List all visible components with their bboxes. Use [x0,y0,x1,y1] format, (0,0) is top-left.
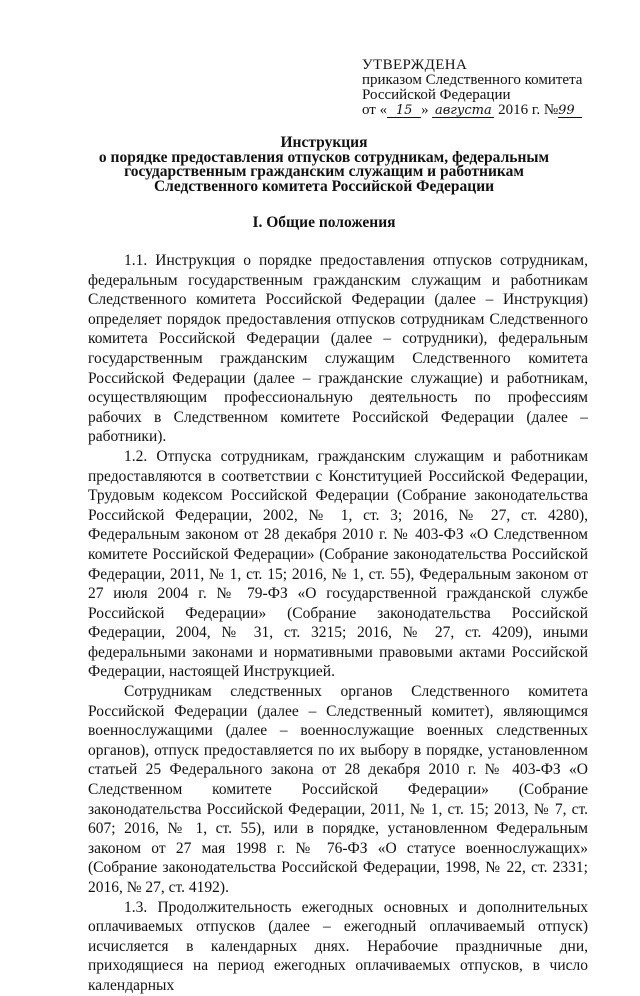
paragraph-military: Сотрудникам следственных органов Следственного комитета Российской Федерации (далее – Следственный комитет), являющимся военнослужащими (далее – военнослужащие военных следственных органов), отпуск предоставляется по их выбору в порядке, установленном статьей 25 Федерального закона от 28 декабря 2010 г. № 403-ФЗ «О Следственном комитете Российской Федерации» (Собрание законодательства Российской Федерации, 2011, № 1, ст. 15; 2013, № 7, ст. 607; 2016, № 1, ст. 55), или в порядке, установленном Федеральным законом от 27 мая 1998 г. № 76-ФЗ «О статусе военнослужащих» (Собрание законодательства Российской Федерации, 1998, № 22, ст. 2331; 2016, № 27, ст. 4192). [88,683,588,896]
title-line: государственным гражданским служащим и работникам [124,163,524,180]
handwritten-month: августа [432,104,494,118]
date-prefix: от « [362,102,388,118]
paragraph-1-1: 1.1. Инструкция о порядке предоставления отпусков сотрудникам, федеральным государственным гражданским служащим и работникам Следственного комитета Российской Федерации (далее – Инструкция) определяет порядок предоставления отпусков сотрудникам Следственного комитета Российской Федерации (далее – сотрудники), федеральным государственным гражданским служащим Следственного комитета Российской Федерации (далее – гражданские служащие) и работникам, осуществляющим профессиональную деятельность по профессиям рабочих в Следственном комитете Российской Федерации (далее – работники). [88,252,588,446]
approval-order-line: приказом Следственного комитета [362,72,583,88]
document-body [88,251,588,996]
title-line: Следственного комитета Российской Федерации [153,177,495,195]
document-title [60,136,588,194]
approval-stamp-title: УТВЕРЖДЕНА [362,57,468,73]
approval-org-line: Российской Федерации [362,87,511,103]
title-line: о порядке предоставления отпусков сотрудникам, федеральным [98,148,550,166]
approval-stamp [362,58,612,118]
handwritten-order-number: 99 [558,104,582,118]
paragraph-1-2: 1.2. Отпуска сотрудникам, гражданским служащим и работникам предоставляются в соответствии с Конституцией Российской Федерации, Трудовым кодексом Российской Федерации (Собрание законодательства Российской Федерации, 2002, № 1, ст. 3; 2016, № 27, ст. 4280), Федеральным законом от 28 декабря 2010 г. № 403-ФЗ «О Следственном комитете Российской Федерации» (Собрание законодательства Российской Федерации, 2011, № 1, ст. 15; 2016, № 1, ст. 55), Федеральным законом от 27 июля 2004 г. № 79-ФЗ «О государственной гражданской службе Российской Федерации» (Собрание законодательства Российской Федерации, 2004, № 31, ст. 3215; 2016, № 27, ст. 4209), иными федеральными законами и нормативными правовыми актами Российской Федерации, настоящей Инструкцией. [88,447,588,681]
section-heading: I. Общие положения [252,214,396,231]
handwritten-day: 15 [387,104,421,118]
title-line: Инструкция [280,134,368,151]
date-quote-close: » [421,102,429,118]
approval-date-line [362,103,612,118]
paragraph-1-3: 1.3. Продолжительность ежегодных основных и дополнительных оплачиваемых отпусков (далее – ежегодный оплачиваемый отпуск) исчисляется в календарных днях. Нерабочие праздничные дни, приходящиеся на период ежегодных оплачиваемых отпусков, в число календарных [88,898,588,994]
year-and-number-label: 2016 г. № [498,102,559,118]
